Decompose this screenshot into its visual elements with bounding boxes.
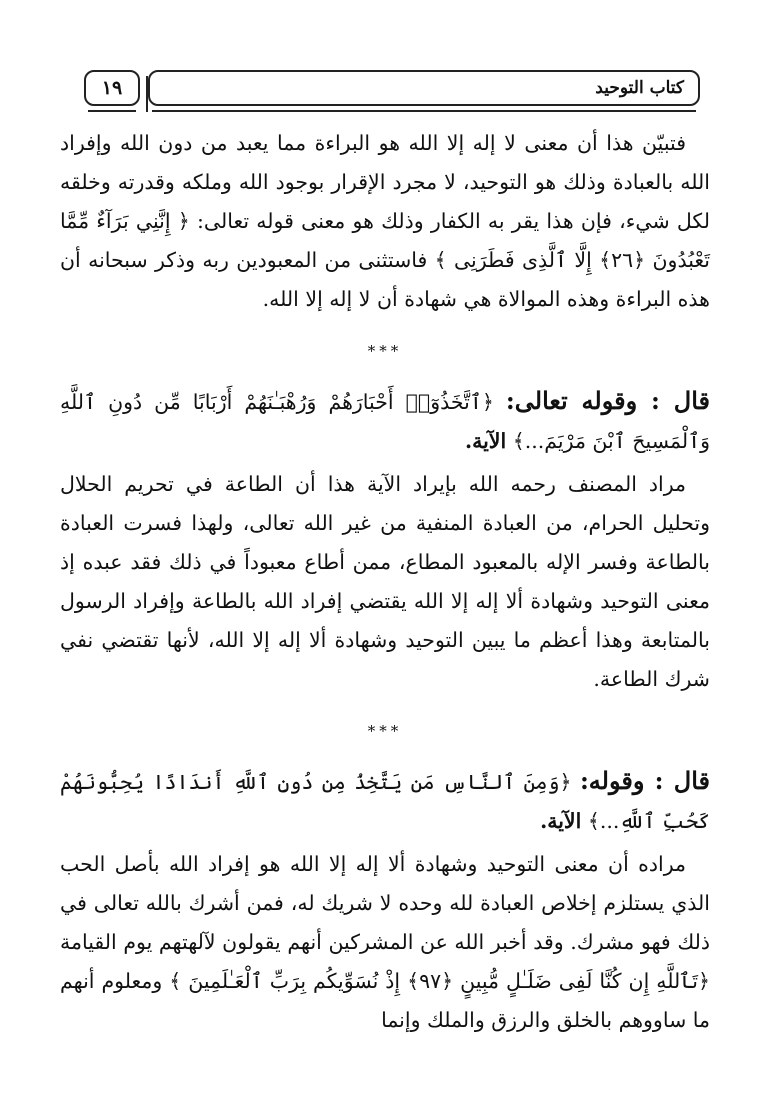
page-number: ١٩ [101,77,123,99]
book-title: كتاب التوحيد [595,78,684,98]
paragraph-1-text: فتبيّن هذا أن معنى لا إله إلا الله هو البراءة مما يعبد من دون الله وإفراد الله بالعبادة وذلك هو التوحيد، لا مجرد الإقرار بوجود الله وملكه وقدرته وخلقه لكل شيء، فإن هذا يقر به الكفار وذلك هو معنى قوله تعالى: ﴿ إِنَّنِي بَرَآءٌ مِّمَّا تَعْبُدُونَ ﴿٢٦﴾ إِلَّا ٱلَّذِى فَطَرَنِى ﴾ فاستثنى من المعبودين ربه وذكر سبحانه أن هذه البراءة وهذه الموالاة هي شهادة أن لا إله إلا الله. [60,131,710,311]
section-separator: *** [367,342,403,360]
header-frame [148,70,700,106]
page-body [60,124,710,1040]
page-number-frame [84,70,140,106]
paragraph-1 [60,124,710,319]
paragraph-2 [60,465,710,699]
paragraph-3 [60,845,710,1040]
quran-verse: ﴿وَمِنَ ٱلنَّاسِ مَن يَتَّخِذُ مِن دُونِ ٱللَّهِ أَندَادًا يُحِبُّونَهُمْ كَحُبِّ ٱللَّهِ...﴾ [60,770,710,833]
paragraph-2-text: مراد المصنف رحمه الله بإيراد الآية هذا أن الطاعة في تحريم الحلال وتحليل الحرام، من العبادة المنفية من غير الله تعالى، ولهذا فسرت العبادة بالطاعة وفسر الإله بالمعبود المطاع، ممن أطاع معبوداً في ذلك فقد عبده إذ معنى التوحيد وشهادة ألا إله إلا الله يقتضي إفراد الله بالطاعة وإفراد الرسول بالمتابعة وهذا أعظم ما يبين التوحيد وشهادة ألا إله إلا الله، لأنها تقتضي نفي شرك الطاعة. [60,472,710,691]
section-separator: *** [367,722,403,740]
quran-verse: ﴿ٱتَّخَذُوٓا۟ أَحْبَارَهُمْ وَرُهْبَـٰنَهُمْ أَرْبَابًا مِّن دُونِ ٱللَّهِ وَٱلْمَسِيحَ ٱبْنَ مَرْيَمَ...﴾ [60,390,710,453]
aya-label: الآية. [540,809,582,833]
aya-label: الآية. [464,429,507,453]
heading-3 [60,761,710,841]
qal-label: قال : وقوله تعالى: [505,386,710,415]
heading-2 [60,381,710,461]
qal-label: قال : وقوله: [579,766,710,795]
paragraph-3-text: مراده أن معنى التوحيد وشهادة ألا إله إلا الله هو إفراد الله بأصل الحب الذي يستلزم إخلاص العبادة لله وحده لا شريك له، فمن أشرك بالله تعالى في ذلك فهو مشرك. وقد أخبر الله عن المشركين أنهم يقولون لآلهتهم يوم القيامة ﴿تَٱللَّهِ إِن كُنَّا لَفِى ضَلَـٰلٍ مُّبِينٍ ﴿٩٧﴾ إِذْ نُسَوِّيكُم بِرَبِّ ٱلْعَـٰلَمِينَ ﴾ ومعلوم أنهم ما ساووهم بالخلق والرزق والملك وإنما [60,852,710,1032]
